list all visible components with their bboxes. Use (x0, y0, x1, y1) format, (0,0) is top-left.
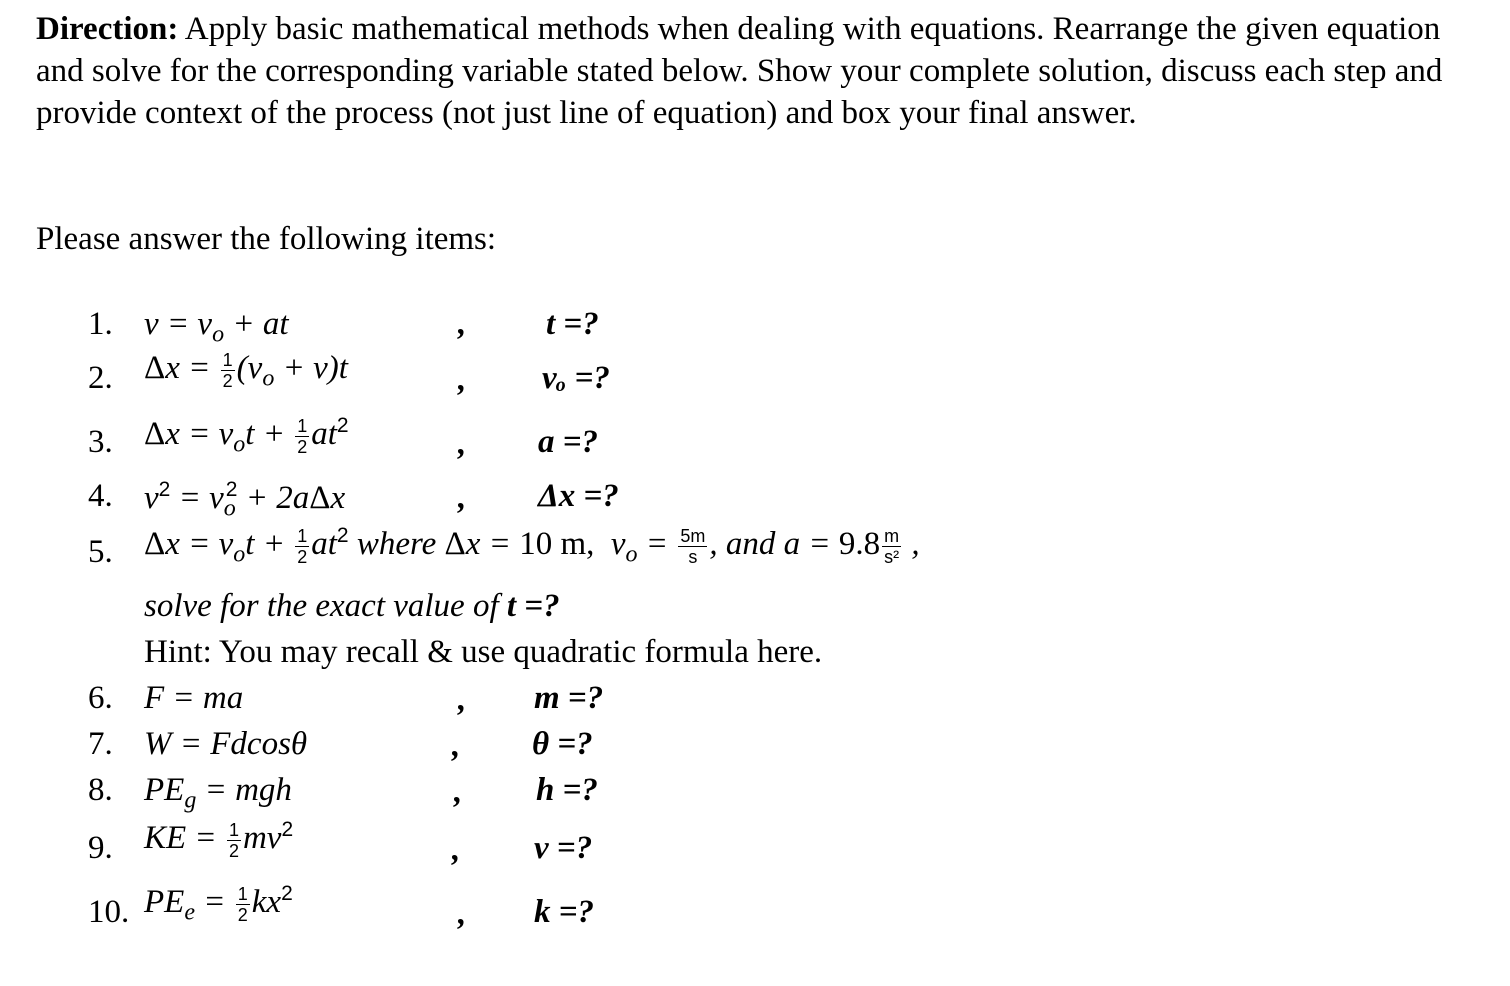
separator-comma: , (454, 774, 463, 810)
item-number: 9. (88, 830, 113, 866)
target-variable: t =? (546, 306, 599, 342)
separator-comma: , (458, 480, 467, 516)
item-number: 2. (88, 360, 113, 396)
item-number: 6. (88, 680, 113, 716)
equation: $v = v_o$ + at (144, 306, 289, 348)
item-number: 4. (88, 478, 113, 514)
target-variable: k =? (534, 894, 595, 930)
hint-text: Hint: You may recall & use quadratic formula here. (144, 634, 823, 670)
prompt-text: Please answer the following items: (36, 221, 497, 257)
equation: KE = $\frac{1}{2}$ $mv^2$ (144, 818, 294, 861)
item-number: 3. (88, 424, 113, 460)
item-number: 8. (88, 772, 113, 808)
separator-comma: , (458, 426, 467, 462)
equation: $v^2 = v_o^2 + 2a\Delta x$ (144, 478, 346, 522)
direction-text: Apply basic mathematical methods when dealing with equations. Rearrange the given equation and solve for the corresponding variable stated below. Show your complete solution, discuss each step and provide context of the process (not just line of equation) and box your final answer. (36, 11, 1443, 131)
separator-comma: , (458, 306, 467, 342)
item-number: 10. (88, 894, 130, 930)
separator-comma: , (458, 362, 467, 398)
item-number: 1. (88, 306, 113, 342)
target-variable: Δx =? (538, 478, 619, 514)
target-variable: θ =? (532, 726, 593, 762)
solve-instruction: solve for the exact value of t =? (144, 588, 560, 624)
equation: $PE_g$ = mgh (144, 772, 292, 814)
separator-comma: , (452, 832, 461, 868)
equation: Δx = $\frac{1}{2}$ $(v_o + v)t$ (144, 350, 348, 392)
directions-paragraph (36, 8, 1476, 134)
equation: F = ma (144, 680, 244, 716)
separator-comma: , (452, 728, 461, 764)
target-variable: vₒ =? (542, 360, 610, 396)
separator-comma: , (458, 682, 467, 718)
direction-label: Direction: (36, 11, 179, 47)
separator-comma: , (458, 896, 467, 932)
item-number: 5. (88, 534, 113, 570)
equation: $\Delta x = v_ot$ + $\frac{1}{2}$ $at^2$ (144, 414, 349, 458)
target-variable: m =? (534, 680, 604, 716)
item-number: 7. (88, 726, 113, 762)
equation: W = Fdcosθ (144, 726, 308, 762)
equation: $PE_e$ = $\frac{1}{2}$ $kx^2$ (144, 882, 293, 926)
target-variable: a =? (538, 424, 599, 460)
equation: $\Delta x = v_ot$ + $\frac{1}{2}$ $at^2$ where Δx = 10 m, $v_o$ = $\frac{5m}{s}$ , and a = 9.8 $\frac{m}{\text{s²}}$ , (144, 524, 920, 568)
target-variable: v =? (534, 830, 593, 866)
target-variable: h =? (536, 772, 598, 808)
